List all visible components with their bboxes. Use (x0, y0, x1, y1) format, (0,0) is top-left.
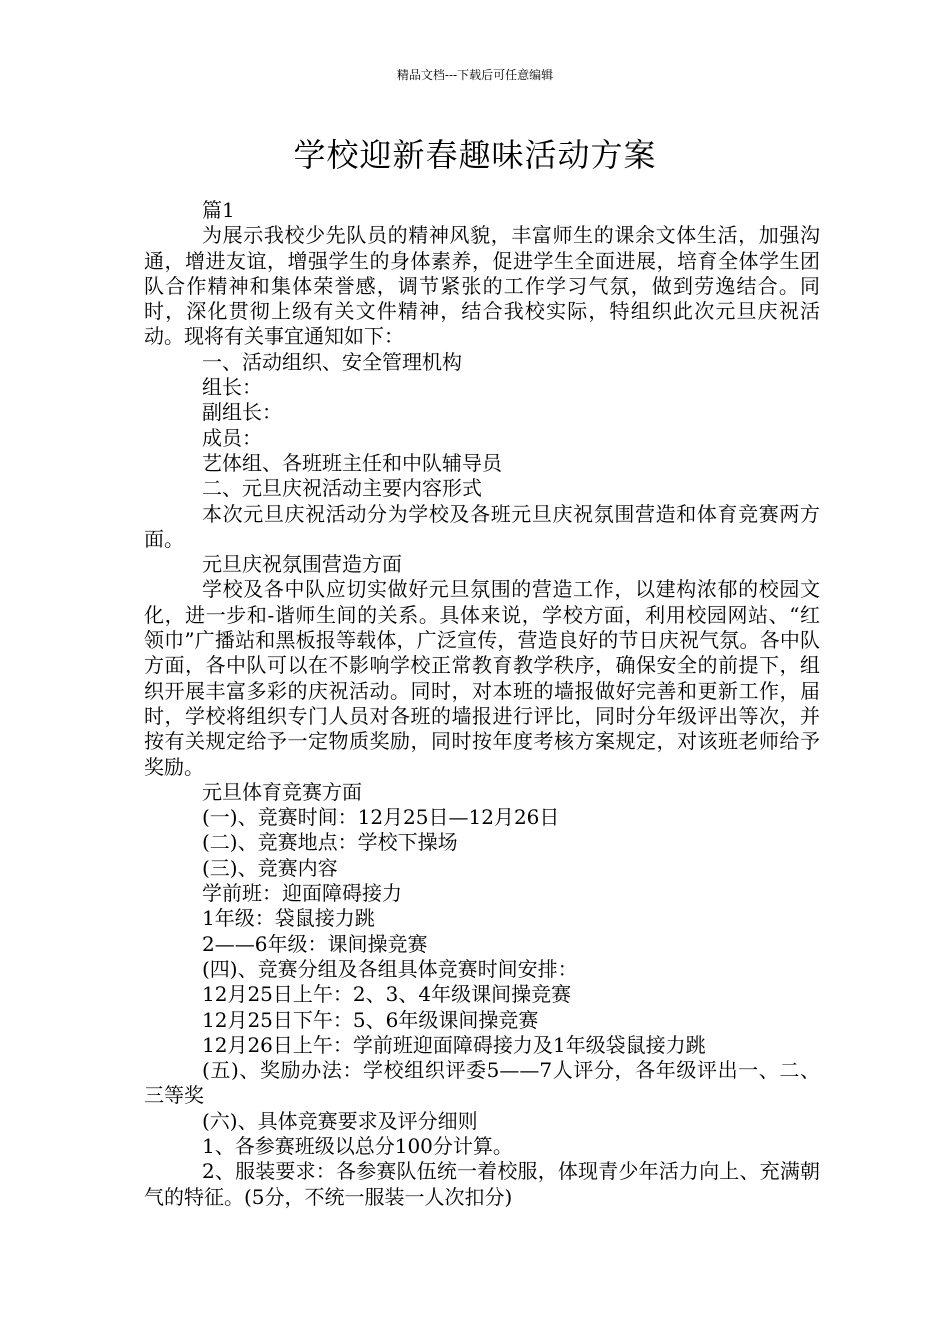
paragraph: 二、元旦庆祝活动主要内容形式 (202, 476, 482, 501)
paragraph: 学前班：迎面障碍接力 (202, 881, 402, 906)
paragraph: 元旦体育竞赛方面 (202, 779, 362, 804)
paragraph: 2、服装要求：各参赛队伍统一着校服，体现青少年活力向上、充满朝气的特征。(5分，不统一服装一人次扣分) (144, 1159, 820, 1209)
paragraph: 组长： (202, 375, 262, 400)
paragraph: 12月25日下午：5、6年级课间操竞赛 (202, 1007, 539, 1032)
paragraph: (四)、竞赛分组及各组具体竞赛时间安排： (202, 956, 578, 981)
paragraph: 篇1 (202, 198, 235, 222)
paragraph: 1年级：袋鼠接力跳 (202, 906, 375, 931)
paragraph: 12月25日上午：2、3、4年级课间操竞赛 (202, 982, 572, 1007)
paragraph: 12月26日上午：学前班迎面障碍接力及1年级袋鼠接力跳 (202, 1032, 706, 1057)
paragraph: 一、活动组织、安全管理机构 (202, 349, 462, 374)
paragraph: 成员： (202, 425, 262, 450)
paragraph: (一)、竞赛时间：12月25日—12月26日 (202, 805, 560, 830)
paragraph: 为展示我校少先队员的精神风貌，丰富师生的课余文体生活，加强沟通，增进友谊，增强学生的身体素养，促进学生全面进展，培育全体学生团队合作精神和集体荣誉感，调节紧张的工作学习气氛，做到劳逸结合。同时，深化贯彻上级有关文件精神，结合我校实际，特组织此次元旦庆祝活动。现将有关事宜通知如下： (144, 223, 820, 349)
page-header: 精品文档---下载后可任意编辑 (396, 68, 554, 82)
paragraph: 2——6年级：课间操竞赛 (202, 931, 428, 956)
paragraph: 学校及各中队应切实做好元旦氛围的营造工作，以建构浓郁的校园文化，进一步和-谐师生间的关系。具体来说，学校方面，利用校园网站、“红领巾”广播站和黑板报等载体，广泛宣传，营造良好的节日庆祝气氛。各中队方面，各中队可以在不影响学校正常教育教学秩序，确保安全的前提下，组织开展丰富多彩的庆祝活动。同时，对本班的墙报做好完善和更新工作，届时，学校将组织专门人员对各班的墙报进行评比，同时分年级评出等次，并按有关规定给予一定物质奖励，同时按年度考核方案规定，对该班老师给予奖励。 (144, 577, 820, 779)
paragraph: (三)、竞赛内容 (202, 855, 338, 880)
document-body (144, 198, 820, 1210)
paragraph: 元旦庆祝氛围营造方面 (202, 552, 402, 577)
paragraph: 副组长： (202, 400, 282, 425)
paragraph: 本次元旦庆祝活动分为学校及各班元旦庆祝氛围营造和体育竞赛两方面。 (144, 501, 820, 551)
paragraph: (六)、具体竞赛要求及评分细则 (202, 1108, 478, 1133)
paragraph: (二)、竞赛地点：学校下操场 (202, 830, 458, 855)
paragraph: 1、各参赛班级以总分100分计算。 (202, 1133, 513, 1158)
document-title: 学校迎新春趣味活动方案 (293, 136, 657, 174)
paragraph: (五)、奖励办法：学校组织评委5——7人评分，各年级评出一、二、三等奖 (144, 1058, 820, 1108)
paragraph: 艺体组、各班班主任和中队辅导员 (202, 450, 502, 475)
